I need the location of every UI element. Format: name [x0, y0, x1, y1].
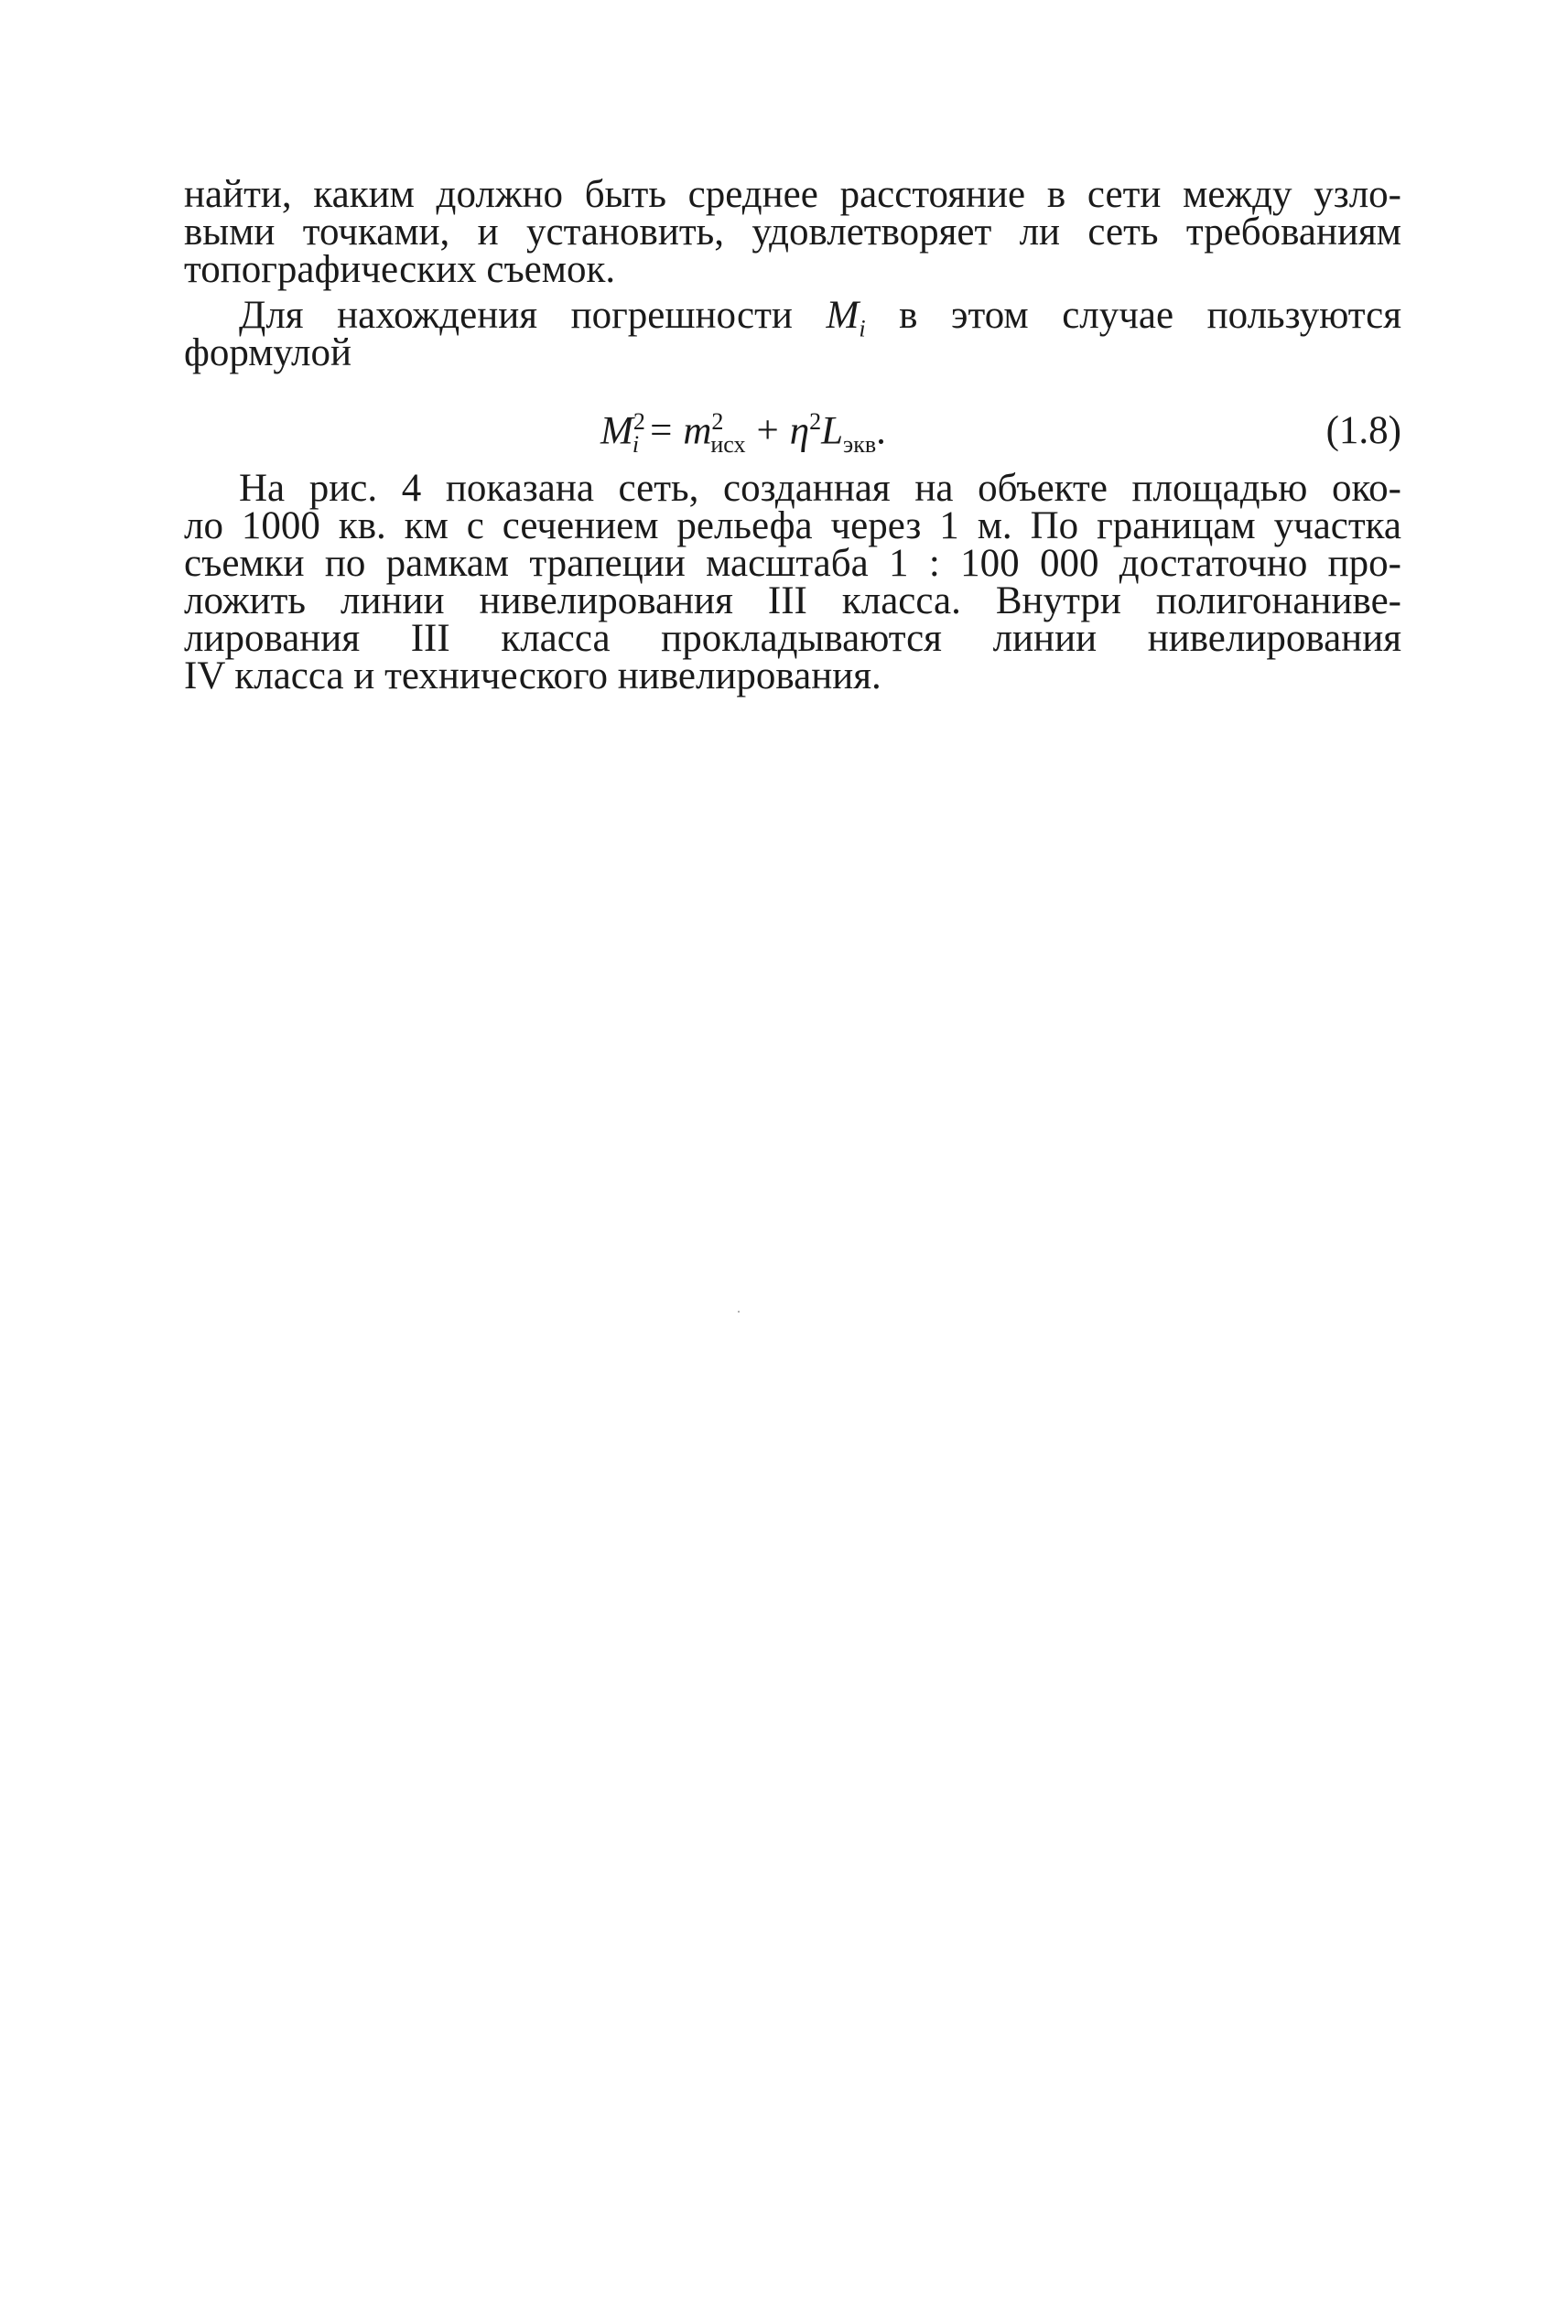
formula-term2-eta: η: [789, 409, 810, 453]
formula-term1-sup: 2: [711, 408, 724, 435]
paragraph-2-text-before: Для нахождения погрешности: [239, 294, 827, 337]
paragraph-3-line-2: ло 1000 кв. км с сечением рельефа через 1 м. По границам участка: [184, 504, 1401, 547]
paragraph-1-line-2: выми точками, и установить, удовлетворяет ли сеть требованиям: [184, 211, 1401, 254]
paragraph-2-line-2: формулой: [184, 331, 352, 374]
formula-lhs: M: [600, 409, 633, 453]
paragraph-2-line-1: [184, 294, 1401, 342]
formula-end: .: [876, 409, 886, 453]
paragraph-1-line-3: топографических съемок.: [184, 248, 616, 291]
formula-term1-sub: исх: [710, 430, 746, 458]
formula-term2-sub: экв: [843, 430, 877, 458]
scan-speck: [738, 1311, 740, 1313]
formula-equals: =: [650, 409, 673, 453]
formula-term2-sup: 2: [809, 408, 822, 435]
formula-term2-var: L: [821, 409, 844, 453]
formula-lhs-sup: 2: [633, 408, 645, 435]
paragraph-3-line-1: На рис. 4 показана сеть, созданная на объекте площадью око-: [239, 467, 1401, 510]
formula-lhs-sub: i: [632, 430, 640, 458]
formula-number: (1.8): [1325, 409, 1401, 452]
symbol-m-subscript: i: [859, 315, 866, 342]
paragraph-3-line-5: лирования III класса прокладываются линии нивелирования: [184, 617, 1401, 660]
paragraph-3-line-4: ложить линии нивелирования III класса. Внутри полигонаниве-: [184, 579, 1401, 622]
formula-term1: m: [683, 409, 712, 453]
symbol-m: M: [826, 294, 860, 337]
paragraph-1: [184, 173, 1401, 291]
formula-plus: +: [756, 409, 779, 453]
paragraph-1-line-1: найти, каким должно быть среднее расстояние в сети между узло-: [184, 173, 1401, 216]
paragraph-3: [184, 467, 1401, 697]
paragraph-2-text-after: в этом случае пользуются: [865, 294, 1401, 337]
paragraph-3-line-3: съемки по рамкам трапеции масштаба 1 : 100 000 достаточно про-: [184, 542, 1401, 585]
formula-1-8: [600, 408, 886, 459]
paragraph-2: [184, 294, 1401, 374]
formula-row: [184, 403, 1401, 458]
paragraph-3-line-6: IV класса и технического нивелирования.: [184, 654, 881, 697]
